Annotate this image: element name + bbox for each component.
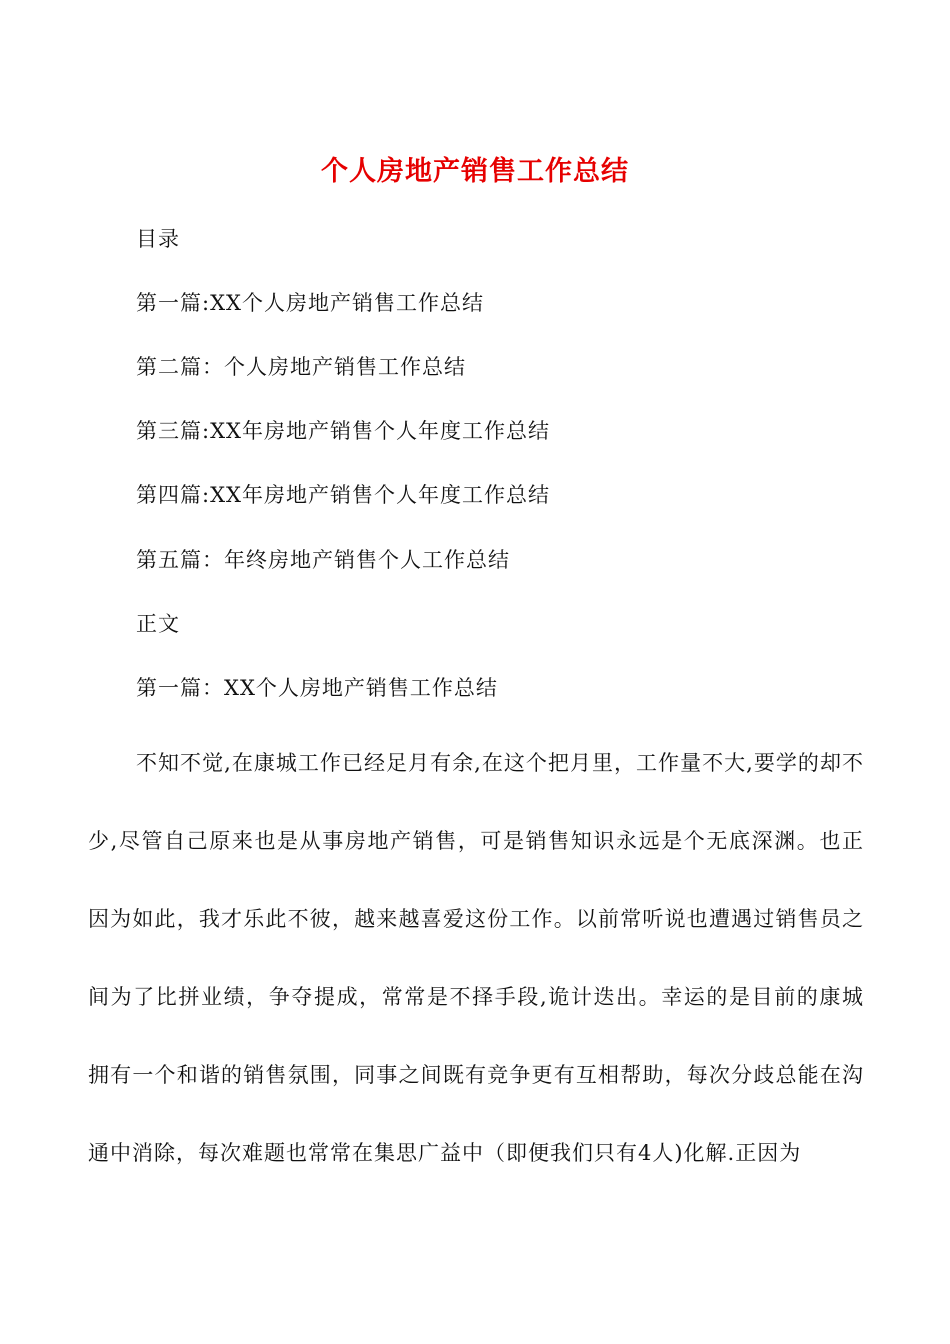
body-heading: 正文 bbox=[136, 612, 180, 636]
document-title: 个人房地产销售工作总结 bbox=[321, 156, 629, 187]
toc-item-1: 第一篇:XX个人房地产销售工作总结 bbox=[136, 291, 484, 315]
body-paragraph: 不知不觉,在康城工作已经足月有余,在这个把月里，工作量不大,要学的却不少,尽管自己原来也是从事房地产销售，可是销售知识永远是个无底深渊。也正因为如此，我才乐此不彼，越来越喜爱这份工作。以前常听说也遭遇过销售员之间为了比拼业绩，争夺提成，常常是不择手段,诡计迭出。幸运的是目前的康城拥有一个和谐的销售氛围，同事之间既有竞争更有互相帮助，每次分歧总能在沟通中消除，每次难题也常常在集思广益中（即便我们只有4人)化解.正因为 bbox=[88, 751, 864, 1165]
toc-item-2: 第二篇：个人房地产销售工作总结 bbox=[136, 355, 466, 379]
toc-item-3: 第三篇:XX年房地产销售个人年度工作总结 bbox=[136, 419, 550, 443]
section-heading: 第一篇：XX个人房地产销售工作总结 bbox=[136, 676, 498, 700]
toc-heading: 目录 bbox=[136, 227, 180, 251]
toc-item-5: 第五篇：年终房地产销售个人工作总结 bbox=[136, 548, 510, 572]
toc-item-4: 第四篇:XX年房地产销售个人年度工作总结 bbox=[136, 483, 550, 507]
